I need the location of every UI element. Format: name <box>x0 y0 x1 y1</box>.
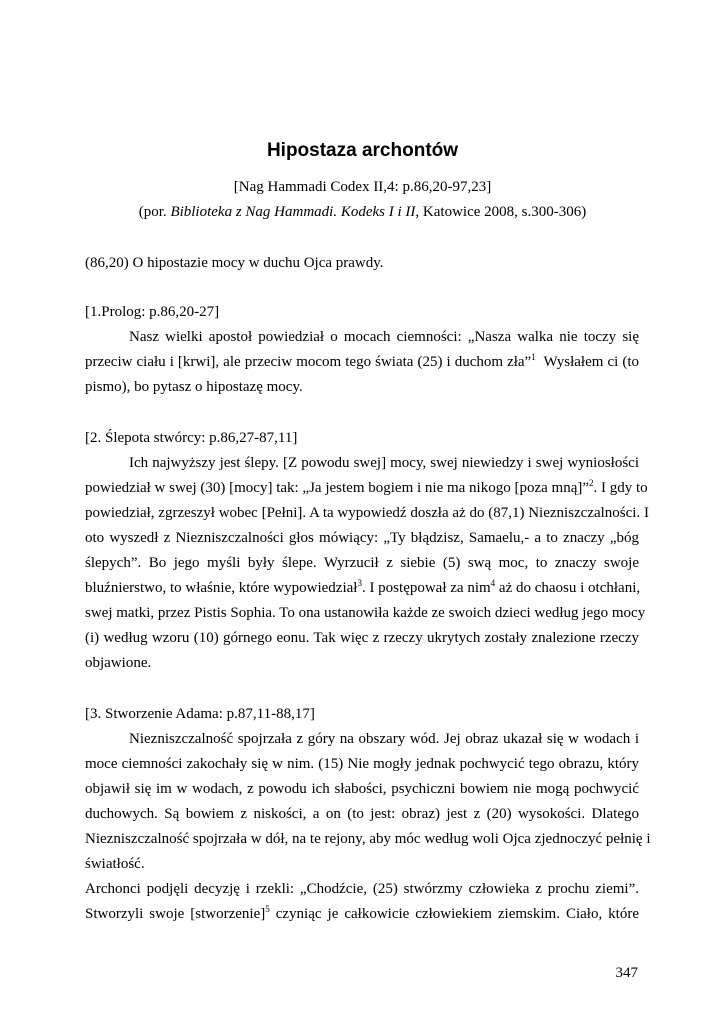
text-line: objawił się im w wodach, z powodu ich słabości, psychiczni bowiem nie mogą pochwycić <box>85 781 639 797</box>
text-span: przeciw ciału i [krwi], ale przeciw mocom tego świata (25) i duchom zła” <box>85 354 532 370</box>
text-line <box>85 478 648 497</box>
intro-line: (86,20) O hipostazie mocy w duchu Ojca prawdy. <box>85 255 384 271</box>
section-heading-blindness: [2. Ślepota stwórcy: p.86,27-87,11] <box>85 430 298 446</box>
text-span: Stworzyli swoje [stworzenie] <box>85 906 266 922</box>
text-span: czyniąc je całkowicie człowiekiem ziemskim. Ciało, które <box>269 906 639 922</box>
footnote-marker: 5 <box>265 904 270 914</box>
text-line: światłość. <box>85 856 145 872</box>
text-span: Wysłałem ci (to <box>535 354 639 370</box>
text-line: Nasz wielki apostoł powiedział o mocach ciemności: „Nasza walka nie toczy się <box>129 329 639 345</box>
document-title: Hipostaza archontów <box>266 140 459 161</box>
footnote-marker: 1 <box>531 352 536 362</box>
text-line <box>85 906 639 923</box>
page-number: 347 <box>615 965 638 981</box>
text-span: . I gdy to <box>593 480 648 496</box>
text-line <box>85 580 639 597</box>
bibliography-title: Biblioteka z Nag Hammadi. Kodeks I i II, <box>170 204 420 220</box>
text-span: aż do chaosu i otchłani, <box>495 580 641 596</box>
text-line: (i) według wzoru (10) górnego eonu. Tak więc z rzeczy ukrytych zostały znalezione rzeczy <box>85 630 639 646</box>
footnote-marker: 2 <box>589 478 594 488</box>
text-span: bluźnierstwo, to właśnie, które wypowiedział <box>85 580 358 596</box>
text-line: ślepych”. Bo jego myśli były ślepe. Wyrzucił z siebie (5) swą moc, to znaczy swoje <box>85 555 639 571</box>
text-span: powiedział w swej (30) [mocy] tak: „Ja jestem bogiem i nie ma nikogo [poza mną]” <box>85 480 590 496</box>
footnote-marker: 3 <box>357 578 362 588</box>
text-line: Ich najwyższy jest ślepy. [Z powodu swej] mocy, swej niewiedzy i swej wyniosłości <box>129 455 639 471</box>
text-line: Niezniszczalność spojrzała w dół, na te rejony, aby móc według woli Ojca zjednoczyć pełnię i <box>85 831 651 847</box>
bibliography-reference <box>0 204 725 221</box>
bibliography-prefix: (por. <box>138 204 171 220</box>
text-line: oto wyszedł z Niezniszczalności głos mówiący: „Ty błądzisz, Samaelu,- a to znaczy „bóg <box>85 530 639 546</box>
section-heading-creation: [3. Stworzenie Adama: p.87,11-88,17] <box>85 706 315 722</box>
text-line: Archonci podjęli decyzję i rzekli: „Chodźcie, (25) stwórzmy człowieka z prochu ziemi”. <box>85 881 639 897</box>
source-reference: [Nag Hammadi Codex II,4: p.86,20-97,23] <box>233 179 492 195</box>
bibliography-suffix: Katowice 2008, s.300-306) <box>419 204 587 220</box>
text-line: pismo), bo pytasz o hipostazę mocy. <box>85 379 303 395</box>
section-heading-prolog: [1.Prolog: p.86,20-27] <box>85 304 220 320</box>
text-line: objawione. <box>85 655 152 671</box>
text-span: . I postępował za nim <box>361 580 491 596</box>
text-line: swej matki, przez Pistis Sophia. To ona ustanowiła każde ze swoich dzieci według jego mocy <box>85 605 646 621</box>
text-line: Niezniszczalność spojrzała z góry na obszary wód. Jej obraz ukazał się w wodach i <box>129 731 639 747</box>
text-line <box>85 354 639 371</box>
text-line: duchowych. Są bowiem z niskości, a on (to jest: obraz) jest z (20) wysokości. Dlatego <box>85 806 639 822</box>
text-line: moce ciemności zakochały się w nim. (15) Nie mogły jednak pochwycić tego obrazu, który <box>85 756 639 772</box>
text-line: powiedział, zgrzeszył wobec [Pełni]. A ta wypowiedź doszła aż do (87,1) Niezniszczalności. I <box>85 505 649 521</box>
footnote-marker: 4 <box>490 578 496 588</box>
